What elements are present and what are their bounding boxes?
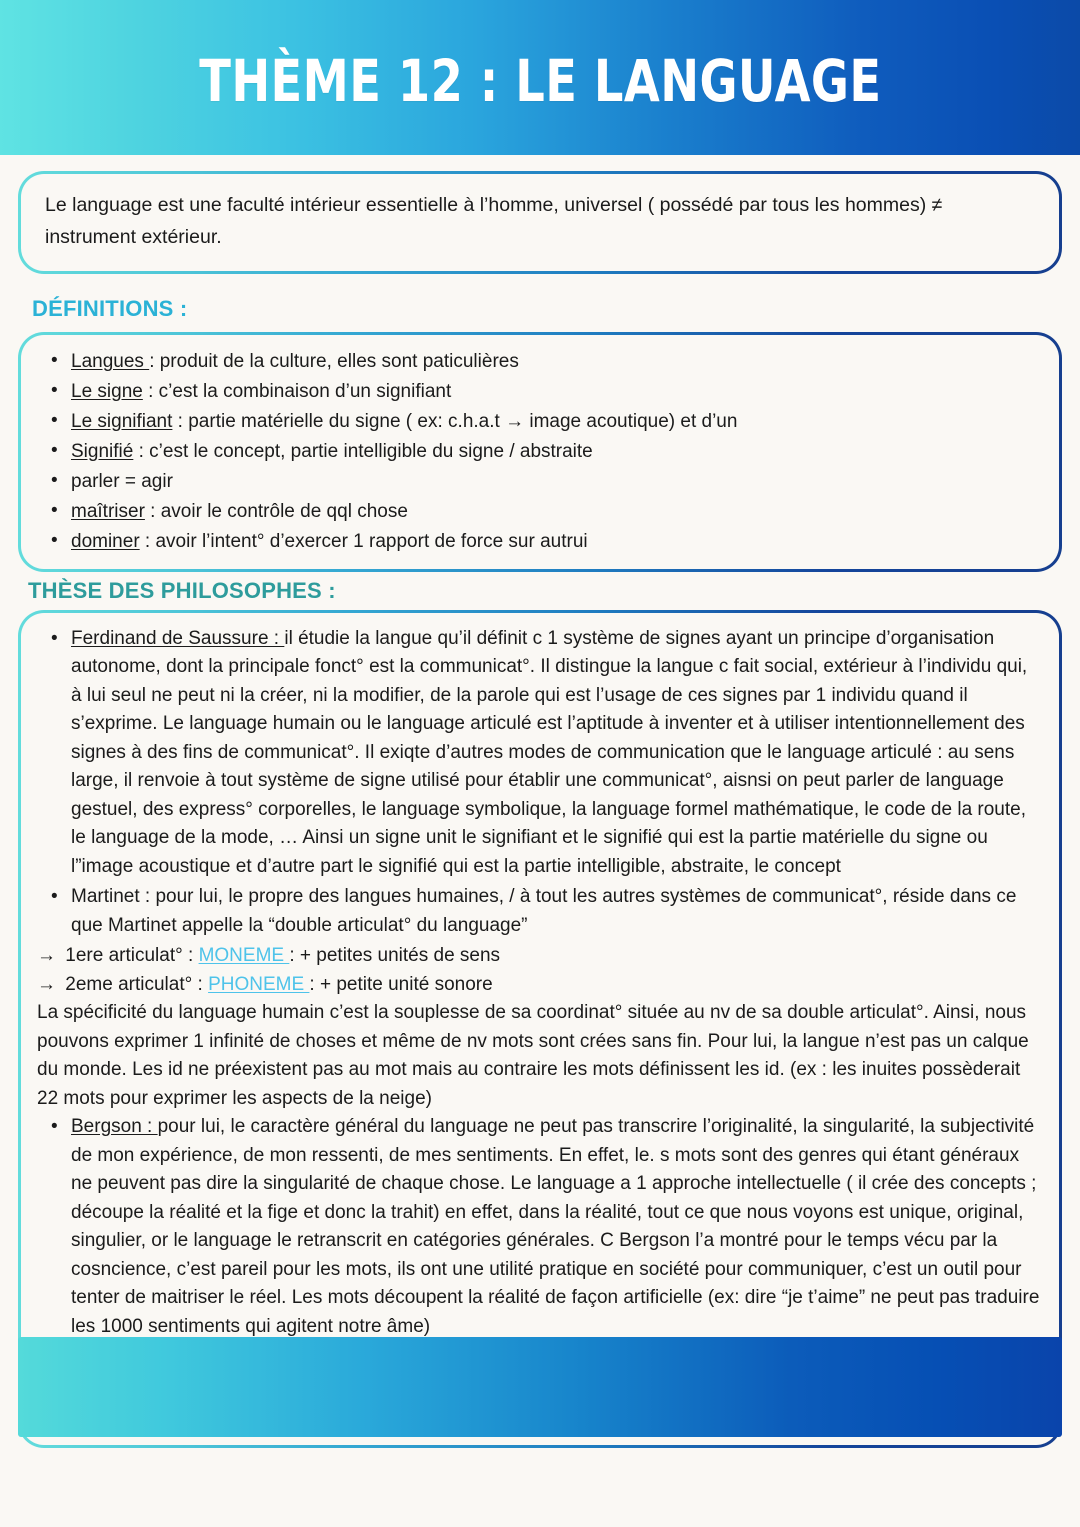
list-item (71, 497, 1039, 527)
thesis-heading: THÈSE DES PHILOSOPHES : (28, 577, 336, 603)
intro-callout-inner (21, 174, 1059, 271)
articulation-desc-2: : + petite unité sonore (309, 973, 493, 995)
articulation-line-1 (37, 942, 1041, 971)
footer-gradient-bar (18, 1337, 1062, 1437)
list-item (71, 527, 1039, 557)
definition-term: Signifié (71, 440, 134, 462)
definition-text: : partie matérielle du signe ( ex: c.h.a.t → image acoutique) et d’un (172, 411, 738, 432)
definition-term: maîtriser (71, 500, 145, 522)
list-item (71, 347, 1039, 377)
keyword-moneme[interactable]: MONEME (198, 945, 290, 967)
page-body (0, 171, 1080, 1448)
definition-text: : avoir l’intent° d’exercer 1 rapport de force sur autrui (139, 530, 588, 552)
philosopher-text-saussure: il étudie la langue qu’il définit c 1 système de signes ayant un principe d’organisation autonome, dont la principale fonct° est la communicat°. Il distingue la langue c fait social, extérieur à l’individu qui, à lui seul ne peut ni la créer, ni la modifier, de la parole qui est l’usage de ces signes par 1 individu quand il s’exprime. Le language humain ou le language articulé est l’aptitude à inventer et à utiliser intentionnellement des signes à des fins de communicat°. Il exiqte d’autres modes de communication que le language articulé : au sens large, il renvoie à tout système de signe utilisé pour établir une communicat°, aisnsi on peut parler de language gestuel, des express° corporelles, le language symbolique, la language formel mathématique, le code de la route, le language de la mode, … Ainsi un signe unit le signifiant et le signifié qui est la partie matérielle du signe ou l”image acoustique et d’autre part le signifié qui est la partie intelligible, abstraite, le concept (71, 627, 1028, 877)
definitions-heading: DÉFINITIONS : (32, 296, 188, 322)
arrow-right-icon: → (37, 973, 56, 995)
definitions-box-inner (21, 335, 1059, 568)
list-item (71, 407, 1039, 437)
definition-text: parler = agir (71, 470, 173, 492)
articulation-line-2 (37, 971, 1041, 1000)
definition-term: dominer (71, 530, 140, 552)
philosophers-list-top (37, 625, 1041, 941)
definitions-box (18, 332, 1062, 571)
intro-callout-box (18, 171, 1062, 274)
specificity-paragraph: La spécificité du language humain c’est la souplesse de sa coordinat° située au nv de sa double articulat°. Ainsi, nous pouvons exprimer 1 infinité de choses et même de nv mots sont crées sans fin. Pour lui, la langue n’est pas un calque du monde. Les id ne préexistent pas au mot mais au contraire les mots définissent les id. (ex : les inuites possèderait 22 mots pour exprimer les aspects de la neige) (37, 1002, 1029, 1109)
list-item-bergson (71, 1113, 1041, 1341)
page-title: THÈME 12 : LE LANGUAGE (198, 46, 882, 115)
intro-text: Le language est une faculté intérieur essentielle à l’homme, universel ( possédé par tous les hommes) ≠ instrument extérieur. (45, 194, 943, 248)
definition-term: Le signe (71, 381, 143, 403)
definition-text: : c’est la combinaison d’un signifiant (142, 381, 452, 403)
page-header-banner (0, 0, 1080, 155)
definition-term: Langues (71, 351, 150, 373)
definition-text: : c’est le concept, partie intelligible du signe / abstraite (133, 440, 593, 462)
list-item (71, 467, 1039, 497)
definition-term: Le signifiant (71, 411, 173, 432)
list-item-saussure (71, 625, 1041, 882)
articulation-label-1: 1ere articulat° : (60, 945, 199, 967)
philosopher-name-bergson: Bergson : (71, 1116, 158, 1138)
definition-text: : avoir le contrôle de qql chose (144, 500, 408, 522)
arrow-right-icon: → (37, 945, 56, 967)
thesis-box-inner (21, 613, 1059, 1445)
articulation-label-2: 2eme articulat° : (60, 973, 209, 995)
definition-text: : produit de la culture, elles sont paticulières (149, 351, 519, 373)
list-item (71, 377, 1039, 407)
list-item (71, 437, 1039, 467)
keyword-phoneme[interactable]: PHONEME (208, 973, 310, 995)
definitions-list (37, 347, 1039, 556)
articulation-desc-1: : + petites unités de sens (289, 945, 501, 967)
list-item-martinet (71, 883, 1041, 940)
philosopher-text-martinet: Martinet : pour lui, le propre des langues humaines, / à tout les autres systèmes de communicat°, réside dans ce que Martinet appelle la “double articulat° du language” (71, 886, 1017, 936)
philosopher-name-saussure: Ferdinand de Saussure : (71, 627, 285, 649)
thesis-box (18, 610, 1062, 1448)
philosopher-text-bergson: pour lui, le caractère général du language ne peut pas transcrire l’originalité, la singularité, la subjectivité de mon expérience, de mon ressenti, de mes sentiments. En effet, le. s mots sont des genres qui étant généraux ne peuvent pas dire la singularité de chaque chose. Le language a 1 approche intellectuelle ( il crée des concepts ; découpe la réalité et la fige et donc la trahit) en effet, dans la réalité, tout ce que nous voyons est unique, original, singulier, or le language le retranscrit en catégories générales. C Bergson l’a montré pour le temps vécu par la cosncience, c’est pareil pour les mots, ils ont une utilité pratique en société pour communiquer, c’est un outil pour tenter de maitriser le réel. Les mots découpent la réalité de façon artificielle (ex: dire “je t’aime” ne peut pas traduire les 1000 sentiments qui agitent notre âme) (71, 1116, 1040, 1337)
